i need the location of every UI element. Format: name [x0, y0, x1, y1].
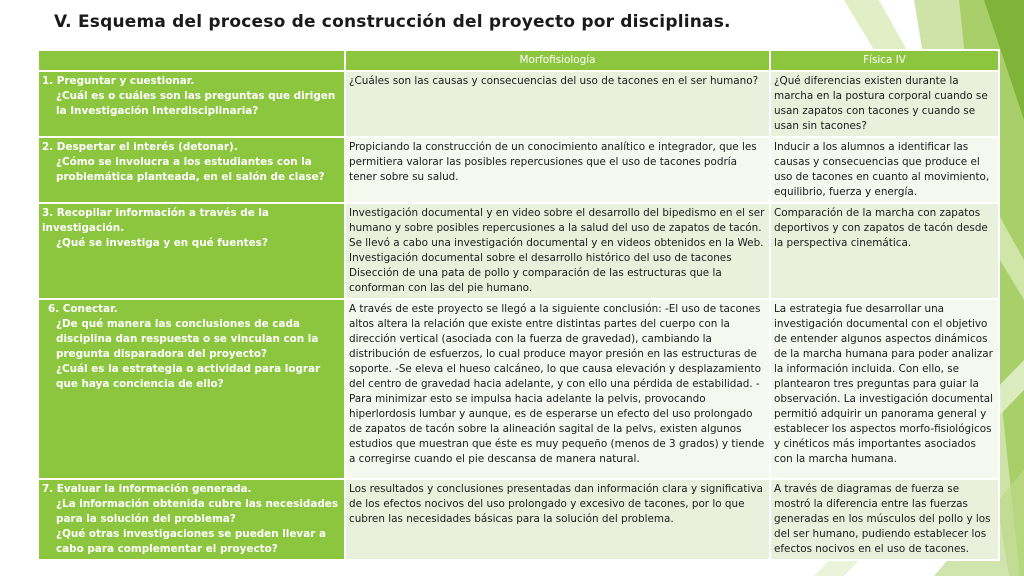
step-question: ¿Cómo se involucra a los estudiantes con la problemática planteada, en el salón de clase? [56, 156, 325, 183]
header-fisica: Física IV [770, 50, 999, 71]
table-row [38, 137, 999, 203]
step-question: ¿La información obtenida cubre las necesidades para la solución del problema? [56, 498, 339, 525]
fisica-cell: Comparación de la marcha con zapatos deportivos y con zapatos de tacón desde la perspectiva cinemática. [770, 203, 999, 299]
morfo-cell: ¿Cuáles son las causas y consecuencias del uso de tacones en el ser humano? [345, 71, 770, 137]
row-step-cell [38, 71, 345, 137]
fisica-cell: La estrategia fue desarrollar una investigación documental con el objetivo de entender algunos aspectos dinámicos de la marcha humana para poder analizar la información incluida. Con ello, se plantearon tres preguntas para guiar la observación. La investigación documental permitió adquirir un panorama general y establecer los aspectos morfo-fisiológicos y cinéticos más importantes asociados con la marcha humana. [770, 299, 999, 479]
row-step-cell [38, 137, 345, 203]
morfo-cell: A través de este proyecto se llegó a la siguiente conclusión: -El uso de tacones altos altera la relación que existe entre distintas partes del cuerpo con la dirección vertical (asociada con la fuerza de gravedad), cambiando la distribución de esfuerzos, lo cual produce mayor presión en las estructuras de soporte. -Se eleva el hueso calcáneo, lo que causa elevación y desplazamiento del centro de gravedad hacia adelante, y con ello una pérdida de estabilidad. -Para minimizar esto se impulsa hacia adelante la pelvis, provocando hiperlordosis lumbar y aunque, es de esperarse un efecto del uso prolongado de zapatos de tacón sobre la alineación sagital de la pelvs, existen algunos estudios que muestran que éste es muy pequeño (menos de 3 grados) y tiende a corregirse cuando el pie descansa de manera natural. [345, 299, 770, 479]
header-morfofisiologia: Morfofisiología [345, 50, 770, 71]
step-question: ¿Cuál es la estrategia o actividad para lograr que haya conciencia de ello? [56, 363, 321, 390]
morfo-cell: Los resultados y conclusiones presentadas dan información clara y significativa de los efectos nocivos del uso prolongado y excesivo de tacones, por lo que cubren las necesidades básicas para la solución del problema. [345, 479, 770, 560]
morfo-cell: Investigación documental y en video sobre el desarrollo del bipedismo en el ser humano y sobre posibles repercusiones a la salud del uso de zapatos de tacón. Se llevó a cabo una investigación documental y en videos obtenidos en la Web. Investigación documental sobre el desarrollo histórico del uso de tacones Disección de una pata de pollo y comparación de las estructuras que la conforman con las del pie humano. [345, 203, 770, 299]
row-step-cell [38, 203, 345, 299]
fisica-cell: A través de diagramas de fuerza se mostró la diferencia entre las fuerzas generadas en los músculos del pollo y los del ser humano, pudiendo establecer los efectos nocivos en el uso de tacones. [770, 479, 999, 560]
step-title: 6. Conectar. [48, 303, 118, 315]
step-title: 7. Evaluar la información generada. [42, 483, 252, 495]
step-title: 1. Preguntar y cuestionar. [42, 75, 195, 87]
row-step-cell [38, 299, 345, 479]
step-title: 3. Recopilar información a través de la investigación. [42, 207, 269, 234]
page-title: V. Esquema del proceso de construcción del proyecto por disciplinas. [54, 12, 731, 32]
fisica-cell: Inducir a los alumnos a identificar las causas y consecuencias que produce el uso de tacones en cuanto al movimiento, equilibrio, fuerza y energía. [770, 137, 999, 203]
header-blank [38, 50, 345, 71]
step-title: 2. Despertar el interés (detonar). [42, 141, 238, 153]
row-step-cell [38, 479, 345, 560]
process-table [37, 49, 1000, 561]
step-question: ¿Qué otras investigaciones se pueden llevar a cabo para complementar el proyecto? [56, 528, 326, 555]
table-row [38, 299, 999, 479]
table-row [38, 71, 999, 137]
morfo-cell: Propiciando la construcción de un conocimiento analítico e integrador, que les permitiera valorar las posibles repercusiones que el uso de tacones podría tener sobre su salud. [345, 137, 770, 203]
step-question: ¿Qué se investiga y en qué fuentes? [56, 237, 268, 249]
table-row [38, 479, 999, 560]
step-question: ¿Cuál es o cuáles son las preguntas que dirigen la Investigación Interdisciplinaria? [56, 90, 336, 117]
step-question: ¿De qué manera las conclusiones de cada disciplina dan respuesta o se vinculan con la pregunta disparadora del proyecto? [56, 318, 319, 360]
header-row [38, 50, 999, 71]
table-row [38, 203, 999, 299]
fisica-cell: ¿Qué diferencias existen durante la marcha en la postura corporal cuando se usan zapatos con tacones y cuando se usan sin tacones? [770, 71, 999, 137]
